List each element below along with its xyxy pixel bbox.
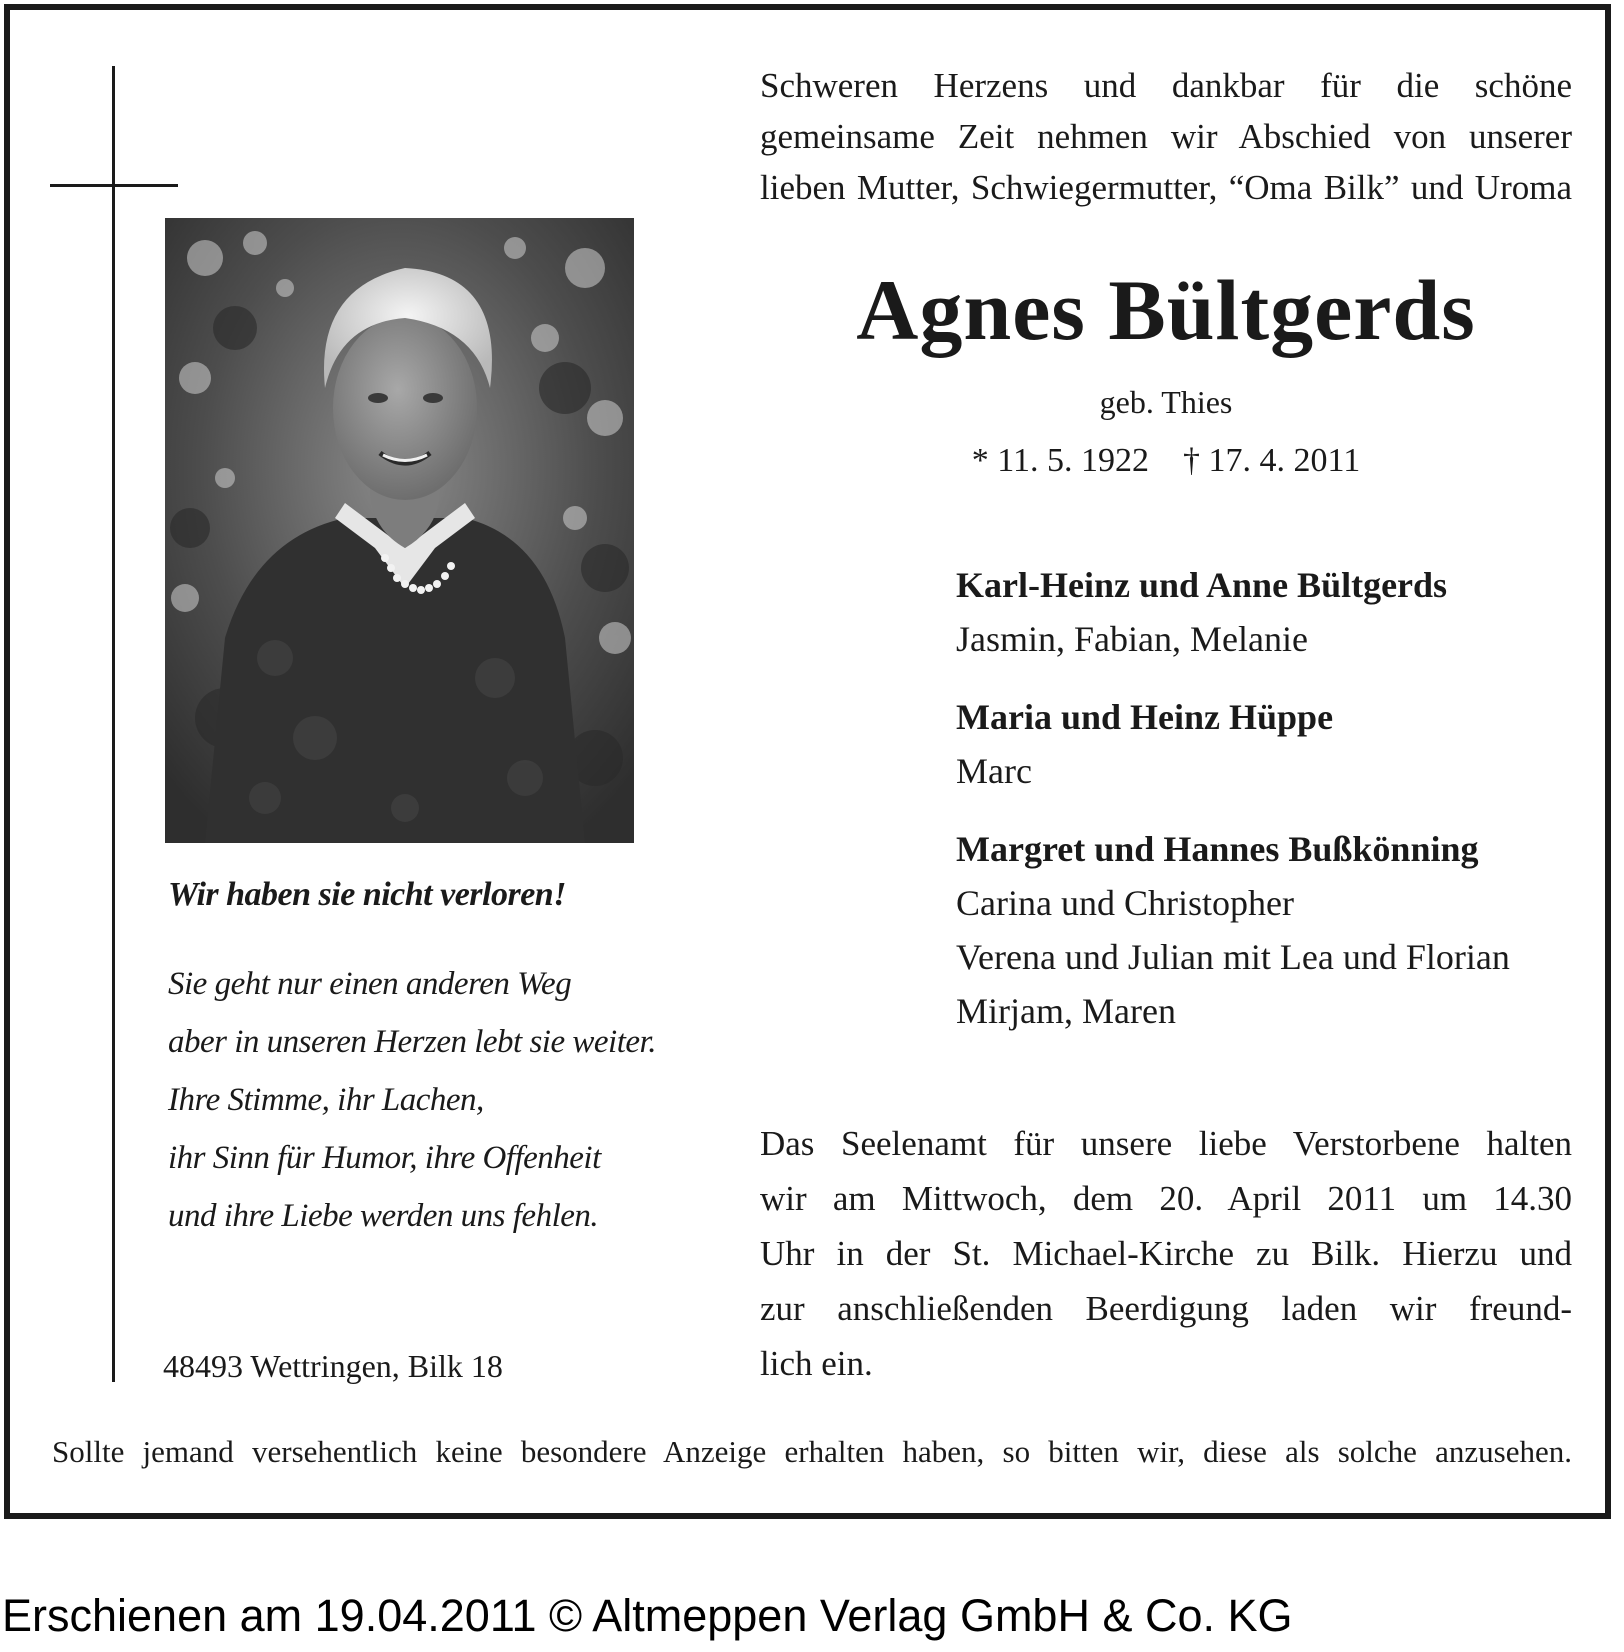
intro-line: lieben Mutter, Schwiegermutter, “Oma Bilk” und Uroma bbox=[760, 168, 1572, 207]
family-head: Karl-Heinz und Anne Bültgerds bbox=[956, 565, 1448, 605]
address: 48493 Wettringen, Bilk 18 bbox=[163, 1348, 503, 1384]
cross-symbol-horizontal bbox=[50, 184, 178, 187]
death-date: † 17. 4. 2011 bbox=[1183, 442, 1361, 479]
family-member: Marc bbox=[956, 751, 1032, 791]
birth-name: geb. Thies bbox=[1099, 384, 1233, 420]
portrait-photo bbox=[165, 218, 634, 843]
family-head: Margret und Hannes Bußkönning bbox=[956, 829, 1479, 869]
service-line: zur anschließenden Beerdigung laden wir freund- bbox=[760, 1289, 1572, 1328]
family-group bbox=[956, 558, 1510, 666]
family-member: Jasmin, Fabian, Melanie bbox=[956, 619, 1308, 659]
service-line: Das Seelenamt für unsere liebe Verstorbene halten bbox=[760, 1124, 1572, 1163]
life-dates bbox=[760, 442, 1572, 480]
service-line: Uhr in der St. Michael-Kirche zu Bilk. Hierzu und bbox=[760, 1234, 1572, 1273]
birth-date: * 11. 5. 1922 bbox=[971, 442, 1149, 479]
disclaimer: Sollte jemand versehentlich keine besondere Anzeige erhalten haben, so bitten wir, diese als solche anzusehen. bbox=[52, 1434, 1572, 1469]
portrait-illustration bbox=[165, 218, 634, 843]
poem-line: Sie geht nur einen anderen Weg bbox=[168, 966, 572, 1002]
poem-line: ihr Sinn für Humor, ihre Offenheit bbox=[168, 1140, 601, 1176]
poem-line: Ihre Stimme, ihr Lachen, bbox=[168, 1082, 484, 1118]
poem-line: aber in unseren Herzen lebt sie weiter. bbox=[168, 1024, 656, 1060]
family-member: Verena und Julian mit Lea und Florian bbox=[956, 937, 1510, 977]
service-line: wir am Mittwoch, dem 20. April 2011 um 14.30 bbox=[760, 1179, 1572, 1218]
poem bbox=[168, 955, 656, 1245]
poem-title: Wir haben sie nicht verloren! bbox=[168, 876, 566, 913]
family-member: Carina und Christopher bbox=[956, 883, 1294, 923]
intro-line: gemeinsame Zeit nehmen wir Abschied von unserer bbox=[760, 117, 1572, 156]
deceased-name: Agnes Bültgerds bbox=[856, 262, 1476, 358]
poem-line: und ihre Liebe werden uns fehlen. bbox=[168, 1198, 599, 1234]
intro-text bbox=[760, 60, 1572, 213]
family-head: Maria und Heinz Hüppe bbox=[956, 697, 1334, 737]
service-line: lich ein. bbox=[760, 1344, 873, 1383]
intro-line: Schweren Herzens und dankbar für die schöne bbox=[760, 66, 1572, 105]
family-group bbox=[956, 822, 1510, 1038]
family-group bbox=[956, 690, 1510, 798]
publication-line: Erschienen am 19.04.2011 © Altmeppen Verlag GmbH & Co. KG bbox=[2, 1590, 1293, 1641]
service-announcement bbox=[760, 1116, 1572, 1391]
cross-symbol-vertical bbox=[112, 66, 115, 1382]
family-member: Mirjam, Maren bbox=[956, 991, 1176, 1031]
family-list bbox=[956, 558, 1510, 1062]
